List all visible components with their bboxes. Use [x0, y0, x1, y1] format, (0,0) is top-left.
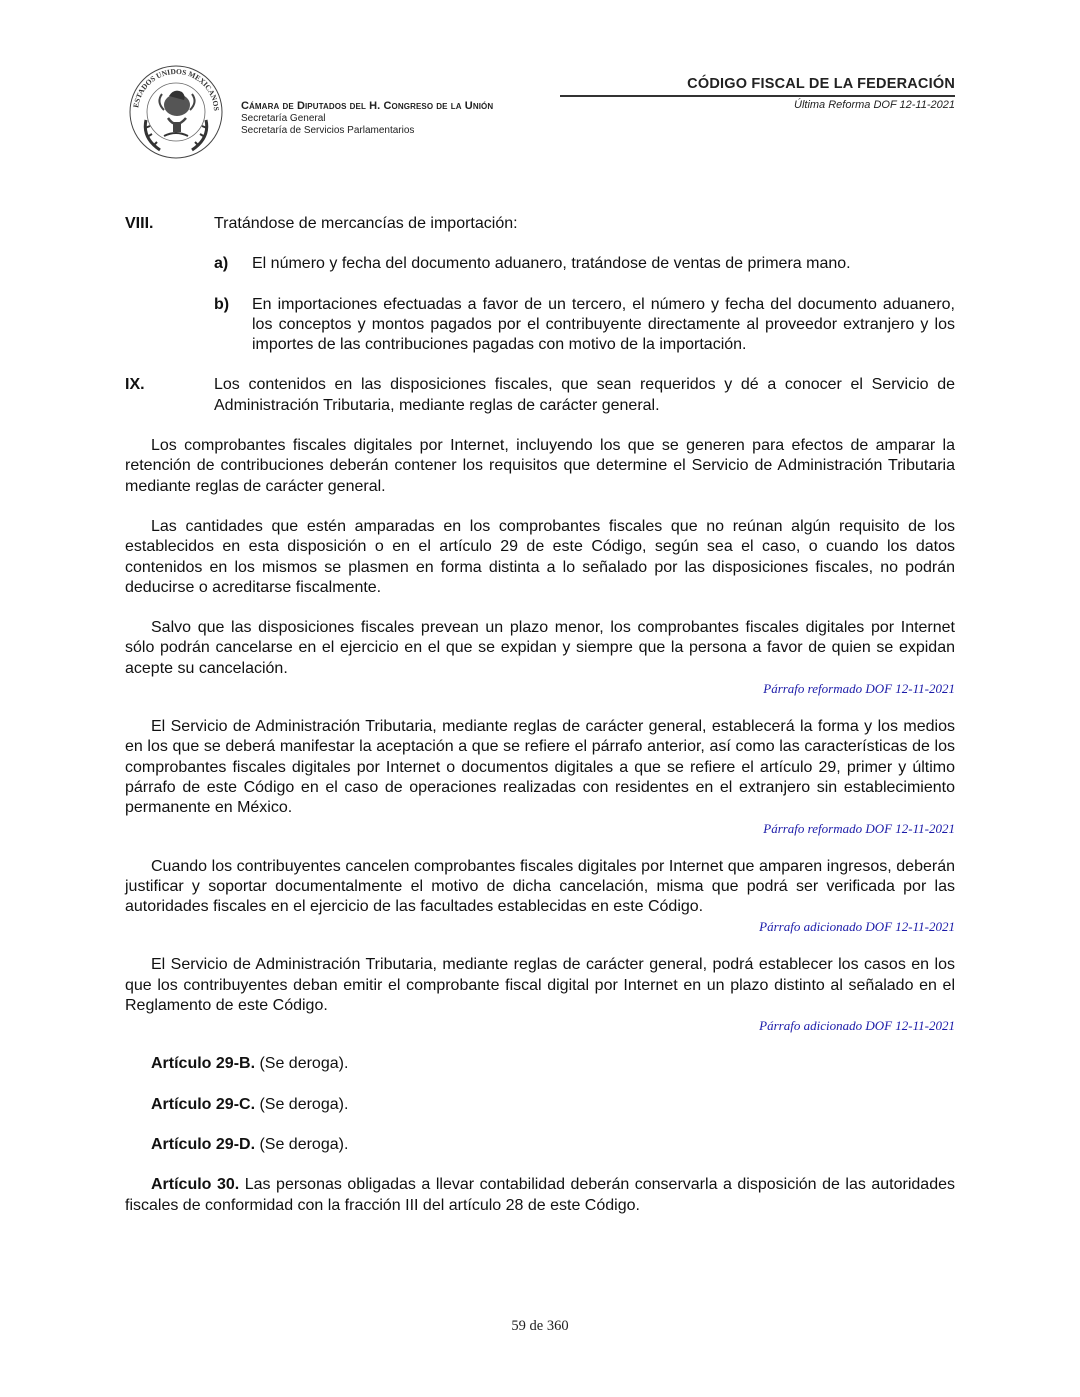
header-rule: [560, 95, 955, 97]
article-label: Artículo 29-C.: [151, 1095, 256, 1113]
addition-note: Párrafo adicionado DOF 12-11-2021: [759, 919, 955, 935]
article-text: (Se deroga).: [255, 1095, 349, 1113]
fraction-ix: [125, 375, 955, 416]
article-label: Artículo 29-B.: [151, 1055, 256, 1073]
inciso-b: [214, 295, 955, 356]
inciso-text: En importaciones efectuadas a favor de un tercero, el número y fecha del documento aduanero, los conceptos y montos pagados por el contribuyente directamente al proveedor extranjero y los importes de las contribuciones pagadas con motivo de la importación.: [252, 295, 955, 354]
fraction-number: IX.: [125, 376, 145, 394]
article-text: (Se deroga).: [255, 1135, 349, 1153]
article-29-d: [125, 1135, 955, 1155]
fraction-text: Los contenidos en las disposiciones fiscales, que sean requeridos y dé a conocer el Servicio de Administración Tributaria, mediante reglas de carácter general.: [214, 376, 955, 414]
national-seal-icon: [124, 60, 228, 160]
document-body: [125, 214, 955, 1236]
article-30: [125, 1175, 955, 1216]
fraction-text: Tratándose de mercancías de importación:: [214, 215, 518, 232]
seal-text: ESTADOS UNIDOS MEXICANOS: [131, 66, 222, 112]
issuer-services: Secretaría de Servicios Parlamentarios: [241, 125, 415, 136]
addition-note: Párrafo adicionado DOF 12-11-2021: [759, 1018, 955, 1034]
paragraph: El Servicio de Administración Tributaria, mediante reglas de carácter general, establecerá la forma y los medios en los que se deberá manifestar la aceptación a que se refiere el párrafo anterior, así como las características de los comprobantes fiscales digitales por Internet o documentos digitales a que se refiere el artículo 29, primer y último párrafo de este Código en el caso de operaciones realizadas con residentes en el extranjero sin establecimiento permanente en México.: [125, 718, 955, 817]
article-29-c: [125, 1095, 955, 1115]
paragraph: El Servicio de Administración Tributaria, mediante reglas de carácter general, podrá establecer los casos en los que los contribuyentes deban emitir el comprobante fiscal digital por Internet en un plazo distinto al señalado en el Reglamento de este Código.: [125, 956, 955, 1015]
fraction-viii: [125, 214, 955, 355]
last-reform-date: Última Reforma DOF 12-11-2021: [794, 99, 955, 111]
article-text: (Se deroga).: [255, 1055, 349, 1073]
paragraph: Cuando los contribuyentes cancelen comprobantes fiscales digitales por Internet que amparen ingresos, deberán justificar y soportar documentalmente el motivo de dicha cancelación, misma que podrá ser verificada por las autoridades fiscales en el ejercicio de las facultades establecidas en este Código.: [125, 857, 955, 916]
issuer-block: [241, 100, 493, 138]
fraction-number: VIII.: [125, 215, 154, 232]
article-text: Las personas obligadas a llevar contabilidad deberán conservarla a disposición de las autoridades fiscales de conformidad con la fracción III del artículo 28 de este Código.: [125, 1176, 956, 1214]
issuer-secretariat: Secretaría General: [241, 112, 326, 124]
paragraph: Los comprobantes fiscales digitales por Internet, incluyendo los que se generen para efectos de amparar la retención de contribuciones deberán contener los requisitos que determine el Servicio de Administración Tributaria mediante reglas de carácter general.: [125, 437, 955, 495]
reform-note: Párrafo reformado DOF 12-11-2021: [763, 681, 955, 697]
issuer-name: Cámara de Diputados del H. Congreso de la Unión: [241, 100, 494, 112]
inciso-text: El número y fecha del documento aduanero, tratándose de ventas de primera mano.: [252, 255, 851, 273]
reform-note: Párrafo reformado DOF 12-11-2021: [763, 820, 955, 836]
paragraph: Salvo que las disposiciones fiscales prevean un plazo menor, los comprobantes fiscales digitales por Internet sólo podrán cancelarse en el ejercicio en el que se expidan y siempre que la persona a favor de quien se expidan acepte su cancelación.: [125, 619, 955, 677]
document-title: CÓDIGO FISCAL DE LA FEDERACIÓN: [687, 76, 955, 92]
paragraph: Las cantidades que estén amparadas en los comprobantes fiscales que no reúnan algún requisito de los establecidos en esta disposición o en el artículo 29 de este Código, según sea el caso, o cuando los datos contenidos en los mismos se plasmen en forma distinta a lo señalado por las disposiciones fiscales, no podrán deducirse o acreditarse fiscalmente.: [125, 517, 955, 596]
inciso-letter: b): [214, 295, 230, 313]
inciso-a: [214, 254, 955, 274]
article-label: Artículo 29-D.: [151, 1135, 256, 1153]
article-label: Artículo 30.: [151, 1176, 240, 1194]
page-header: [0, 0, 1080, 170]
inciso-letter: a): [214, 255, 229, 273]
article-29-b: [125, 1054, 955, 1074]
fraction-body: [214, 214, 955, 355]
page-number: 59 de 360: [511, 1318, 569, 1334]
